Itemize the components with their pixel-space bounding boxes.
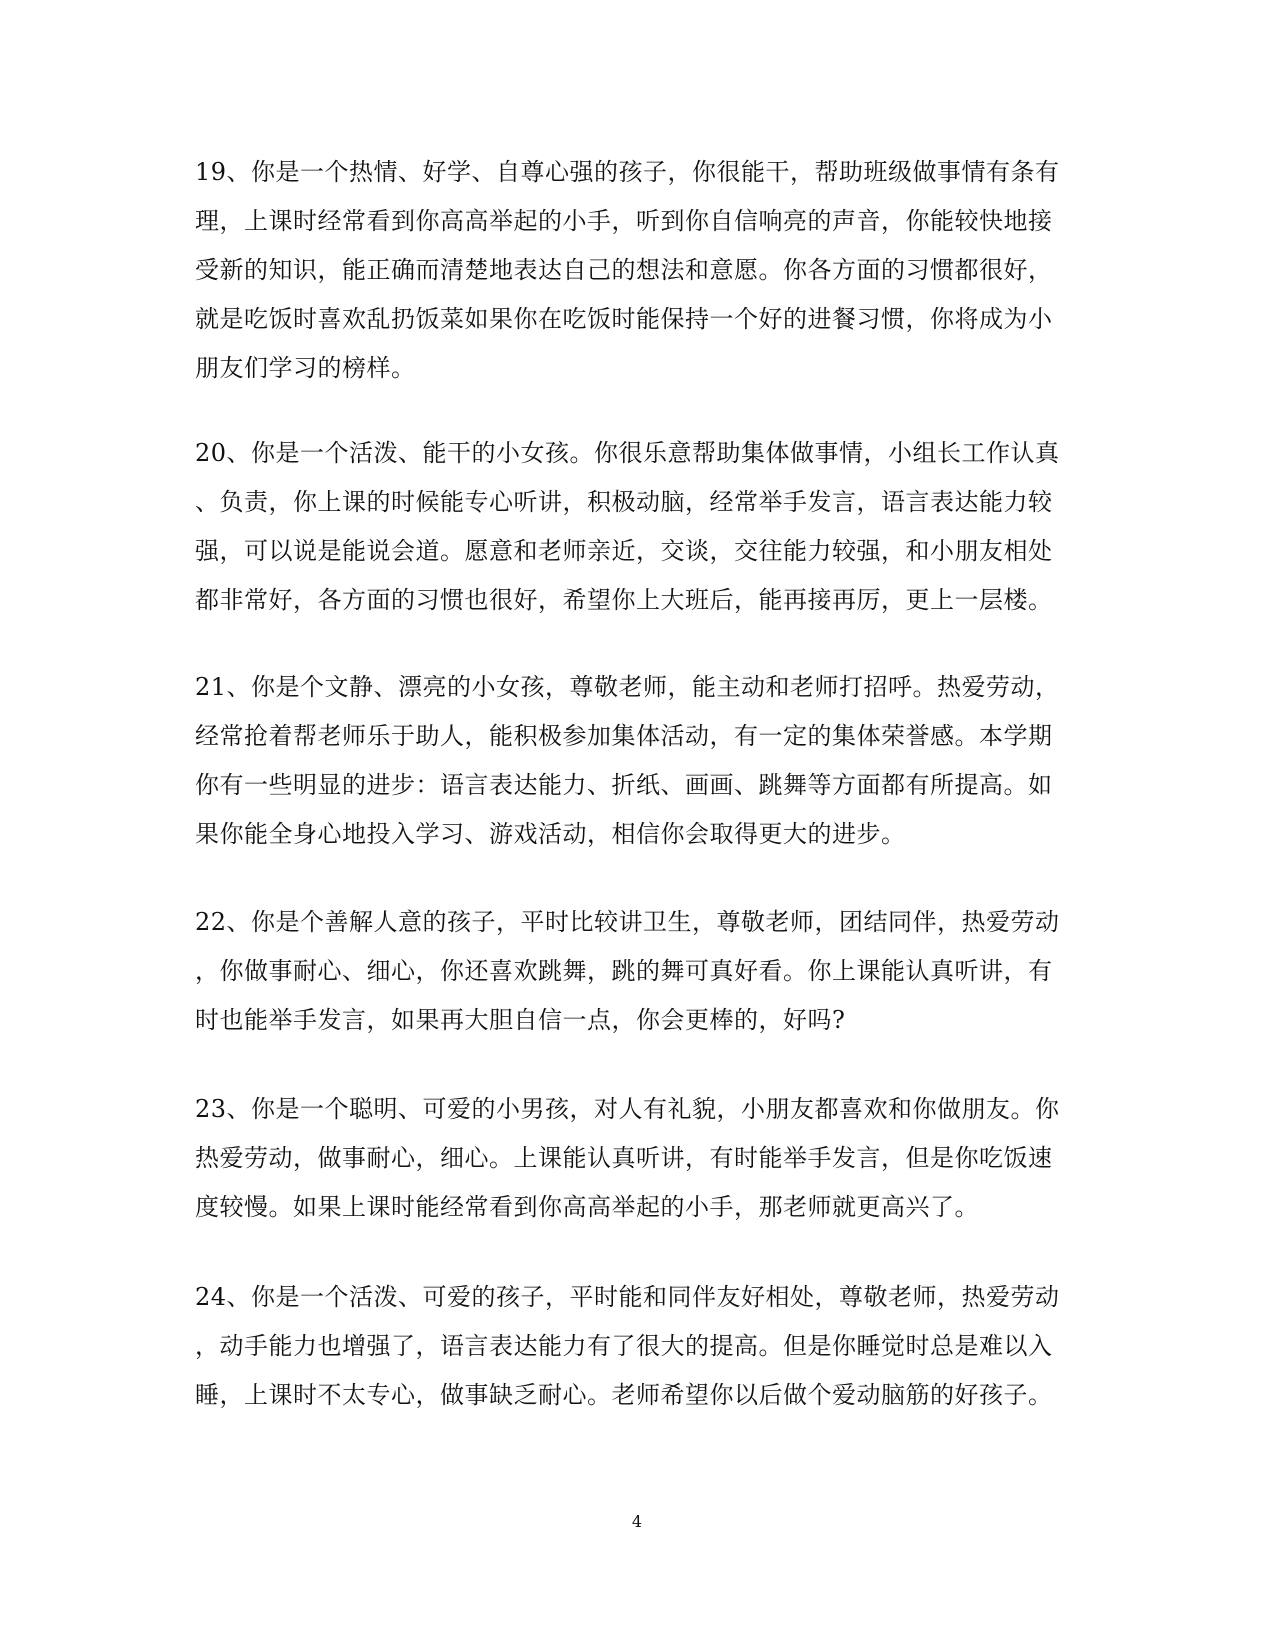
text-line: 就是吃饭时喜欢乱扔饭菜如果你在吃饭时能保持一个好的进餐习惯，你将成为小	[195, 305, 1053, 333]
text-line: 理，上课时经常看到你高高举起的小手，听到你自信响亮的声音，你能较快地接	[195, 207, 1053, 235]
text-line: ，你做事耐心、细心，你还喜欢跳舞，跳的舞可真好看。你上课能认真听讲，有	[195, 957, 1053, 985]
text-line: 朋友们学习的榜样。	[195, 354, 416, 382]
text-line: 21、你是个文静、漂亮的小女孩，尊敬老师，能主动和老师打招呼。热爱劳动，	[195, 673, 1060, 701]
paragraph-23	[195, 1085, 1075, 1232]
paragraph-24	[195, 1273, 1075, 1420]
page-number: 4	[631, 1512, 643, 1531]
text-line: 受新的知识，能正确而清楚地表达自己的想法和意愿。你各方面的习惯都很好，	[195, 256, 1053, 284]
paragraph-20	[195, 429, 1075, 625]
paragraph-21	[195, 663, 1075, 859]
text-line: 强，可以说是能说会道。愿意和老师亲近，交谈，交往能力较强，和小朋友相处	[195, 537, 1053, 565]
text-line: 时也能举手发言，如果再大胆自信一点，你会更棒的，好吗?	[195, 1006, 846, 1034]
text-line: 20、你是一个活泼、能干的小女孩。你很乐意帮助集体做事情，小组长工作认真	[195, 439, 1060, 467]
text-line: 热爱劳动，做事耐心，细心。上课能认真听讲，有时能举手发言，但是你吃饭速	[195, 1144, 1053, 1172]
text-line: 、负责，你上课的时候能专心听讲，积极动脑，经常举手发言，语言表达能力较	[195, 488, 1053, 516]
text-line: 24、你是一个活泼、可爱的孩子，平时能和同伴友好相处，尊敬老师，热爱劳动	[195, 1283, 1060, 1311]
paragraph-22	[195, 898, 1075, 1045]
text-line: 你有一些明显的进步：语言表达能力、折纸、画画、跳舞等方面都有所提高。如	[195, 771, 1053, 799]
text-line: ，动手能力也增强了，语言表达能力有了很大的提高。但是你睡觉时总是难以入	[195, 1332, 1053, 1360]
paragraph-19	[195, 148, 1075, 393]
text-line: 19、你是一个热情、好学、自尊心强的孩子，你很能干，帮助班级做事情有条有	[195, 158, 1060, 186]
text-line: 都非常好，各方面的习惯也很好，希望你上大班后，能再接再厉，更上一层楼。	[195, 586, 1053, 614]
text-line: 23、你是一个聪明、可爱的小男孩，对人有礼貌，小朋友都喜欢和你做朋友。你	[195, 1095, 1060, 1123]
text-line: 睡，上课时不太专心，做事缺乏耐心。老师希望你以后做个爱动脑筋的好孩子。	[195, 1381, 1053, 1409]
text-line: 22、你是个善解人意的孩子，平时比较讲卫生，尊敬老师，团结同伴，热爱劳动	[195, 908, 1060, 936]
text-line: 经常抢着帮老师乐于助人，能积极参加集体活动，有一定的集体荣誉感。本学期	[195, 722, 1053, 750]
text-line: 度较慢。如果上课时能经常看到你高高举起的小手，那老师就更高兴了。	[195, 1193, 979, 1221]
text-line: 果你能全身心地投入学习、游戏活动，相信你会取得更大的进步。	[195, 820, 906, 848]
